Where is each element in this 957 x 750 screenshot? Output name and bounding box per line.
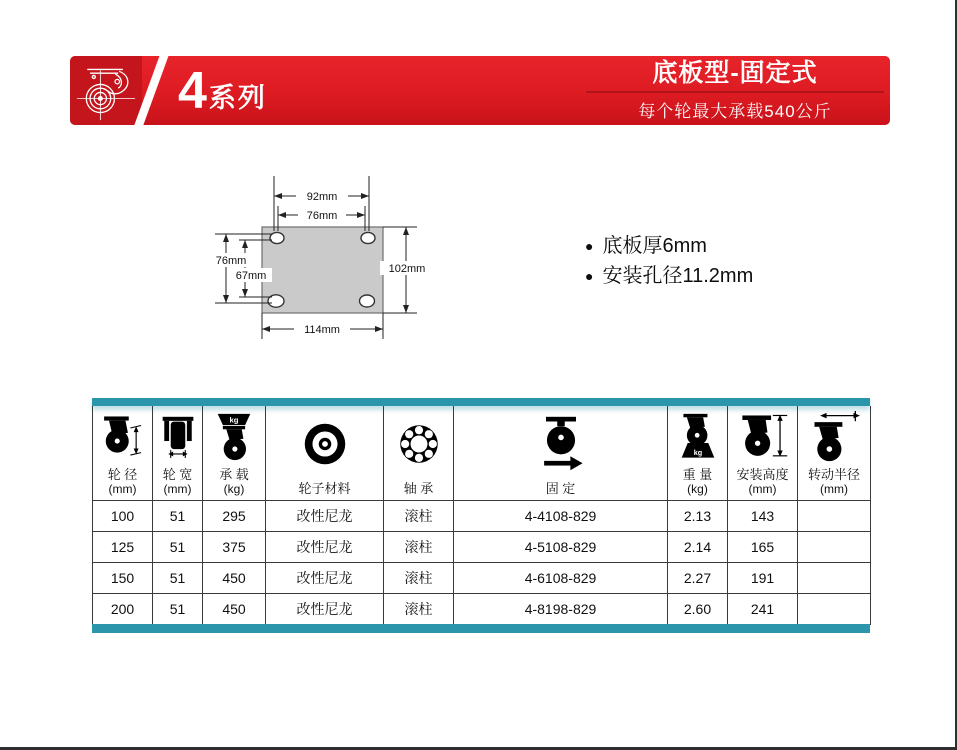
- banner-divider: [586, 91, 884, 93]
- cell-load: 450: [203, 594, 266, 625]
- dim-top-inner: 76mm: [306, 210, 338, 222]
- svg-text:kg: kg: [693, 447, 702, 457]
- rigid-caster-icon: [534, 406, 588, 481]
- cell-bearing: 滚柱: [384, 532, 454, 563]
- col-wheel-diameter: 轮 径 (mm): [93, 406, 153, 501]
- col-rigid: 固 定: [454, 406, 668, 501]
- svg-text:kg: kg: [229, 414, 239, 424]
- spec-table-section: [92, 398, 870, 633]
- spec-text: 安装孔径11.2mm: [602, 265, 754, 287]
- dim-right: 102mm: [388, 263, 426, 275]
- col-weight: kg 重 量 (kg): [668, 406, 728, 501]
- col-load-capacity: kg 承 载 (kg): [203, 406, 266, 501]
- wheel-diameter-icon: [100, 406, 146, 467]
- cell-bearing: 滚柱: [384, 563, 454, 594]
- bullet-icon: ●: [585, 238, 594, 254]
- dim-bottom: 114mm: [304, 324, 340, 336]
- cell-load: 375: [203, 532, 266, 563]
- cell-radius: [798, 563, 871, 594]
- wheel-material-icon: [298, 406, 352, 481]
- bullet-icon: ●: [585, 268, 594, 284]
- max-load-note: 每个轮最大承载540公斤: [638, 101, 832, 121]
- cell-weight: 2.14: [668, 532, 728, 563]
- cell-radius: [798, 532, 871, 563]
- cell-model: 4-8198-829: [454, 594, 668, 625]
- cell-bearing: 滚柱: [384, 501, 454, 532]
- cell-material: 改性尼龙: [266, 594, 384, 625]
- cell-weight: 2.27: [668, 563, 728, 594]
- table-row: [93, 501, 871, 532]
- spec-item-hole-diameter: [585, 261, 753, 291]
- cell-wheel-diameter: 125: [93, 532, 153, 563]
- type-title: 底板型-固定式: [652, 59, 818, 88]
- banner-right-block: [580, 56, 890, 125]
- cell-wheel-width: 51: [153, 501, 203, 532]
- col-wheel-width: 轮 宽 (mm): [153, 406, 203, 501]
- cell-model: 4-5108-829: [454, 532, 668, 563]
- cell-height: 165: [728, 532, 798, 563]
- cell-weight: 2.13: [668, 501, 728, 532]
- cell-wheel-diameter: 200: [93, 594, 153, 625]
- cell-material: 改性尼龙: [266, 563, 384, 594]
- cell-model: 4-6108-829: [454, 563, 668, 594]
- table-row: [93, 563, 871, 594]
- series-suffix: 系列: [208, 83, 267, 113]
- cell-material: 改性尼龙: [266, 501, 384, 532]
- mounting-plate-diagram: [210, 170, 440, 348]
- col-bearing: 轴 承: [384, 406, 454, 501]
- bearing-icon: [394, 406, 444, 481]
- table-top-accent-bar: [92, 398, 870, 406]
- load-capacity-icon: [210, 406, 258, 467]
- table-header-row: [93, 406, 871, 501]
- cell-model: 4-4108-829: [454, 501, 668, 532]
- cell-radius: [798, 594, 871, 625]
- spec-text: 底板厚6mm: [602, 235, 707, 257]
- cell-wheel-diameter: 150: [93, 563, 153, 594]
- cell-bearing: 滚柱: [384, 594, 454, 625]
- cell-wheel-width: 51: [153, 594, 203, 625]
- col-mounting-height: 安装高度 (mm): [728, 406, 798, 501]
- table-bottom-accent-bar: [92, 624, 870, 633]
- cell-height: 191: [728, 563, 798, 594]
- cell-load: 295: [203, 501, 266, 532]
- cell-height: 143: [728, 501, 798, 532]
- spec-table: [92, 406, 871, 625]
- mounting-height-icon: [737, 406, 789, 467]
- cell-wheel-width: 51: [153, 563, 203, 594]
- dim-left-inner: 67mm: [235, 270, 267, 282]
- cell-wheel-width: 51: [153, 532, 203, 563]
- weight-icon: [674, 406, 722, 467]
- wheel-width-icon: [157, 406, 199, 467]
- series-title: [178, 56, 267, 125]
- dim-left-outer: 76mm: [215, 255, 247, 267]
- cell-weight: 2.60: [668, 594, 728, 625]
- cell-wheel-diameter: 100: [93, 501, 153, 532]
- cell-radius: [798, 501, 871, 532]
- series-number: 4: [178, 61, 207, 120]
- dim-top-outer: 92mm: [306, 191, 338, 203]
- col-wheel-material: 轮子材料: [266, 406, 384, 501]
- col-swivel-radius: 转动半径 (mm): [798, 406, 871, 501]
- swivel-caster-outline-icon: [76, 60, 136, 122]
- swivel-radius-icon: [808, 406, 860, 467]
- table-row: [93, 594, 871, 625]
- spec-item-plate-thickness: [585, 231, 753, 261]
- brand-logo-box: [70, 56, 142, 125]
- table-row: [93, 532, 871, 563]
- cell-load: 450: [203, 563, 266, 594]
- spec-list: [585, 231, 753, 291]
- cell-height: 241: [728, 594, 798, 625]
- series-banner: [70, 56, 890, 125]
- cell-material: 改性尼龙: [266, 532, 384, 563]
